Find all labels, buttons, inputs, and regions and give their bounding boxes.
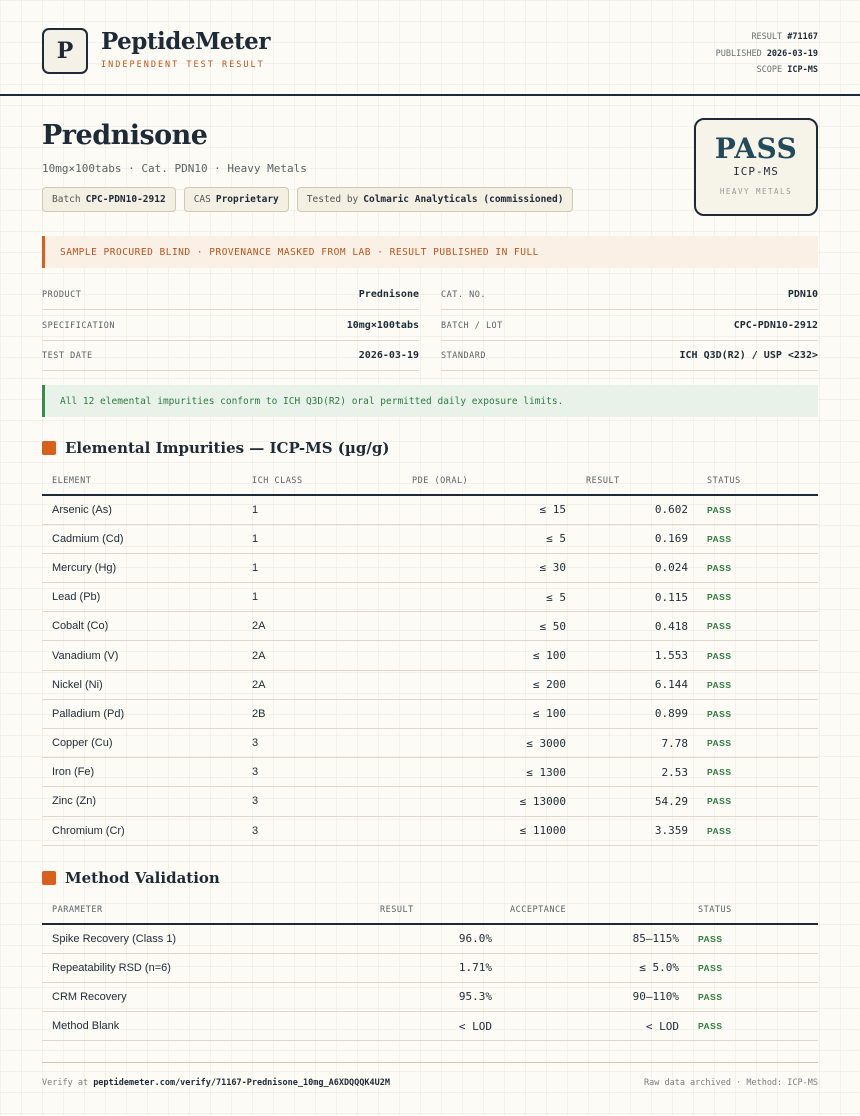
element-name: Mercury (Hg) xyxy=(42,553,252,582)
meta-result: RESULT #71167 xyxy=(751,32,818,42)
acceptance-range: < LOD xyxy=(492,1012,679,1041)
status-badge: PASS xyxy=(679,953,818,982)
ich-class: 2A xyxy=(252,612,362,641)
ich-class: 1 xyxy=(252,495,362,524)
pde-limit: ≤ 15 xyxy=(362,495,566,524)
ich-class: 2B xyxy=(252,699,362,728)
pde-limit: ≤ 1300 xyxy=(362,758,566,787)
validation-result: 96.0% xyxy=(342,924,492,953)
verify-url[interactable]: peptidemeter.com/verify/71167-Prednisone_10mg_A6XDQQQK4U2M xyxy=(93,1078,390,1088)
element-name: Cadmium (Cd) xyxy=(42,524,252,553)
parameter-name: CRM Recovery xyxy=(42,982,342,1011)
info-specification: SPECIFICATION 10mg×100tabs xyxy=(42,311,419,341)
pde-limit: ≤ 3000 xyxy=(362,729,566,758)
element-name: Lead (Pb) xyxy=(42,583,252,612)
status-badge: PASS xyxy=(688,641,818,670)
product-subtitle: 10mg×100tabs · Cat. PDN10 · Heavy Metals xyxy=(42,162,307,175)
validation-row xyxy=(42,982,818,1011)
product-chips xyxy=(42,187,573,212)
element-name: Iron (Fe) xyxy=(42,758,252,787)
ich-class: 2A xyxy=(252,641,362,670)
result-value: 0.602 xyxy=(566,495,688,524)
info-cat-no: CAT. NO. PDN10 xyxy=(441,280,818,310)
impurity-row xyxy=(42,758,818,787)
validation-table xyxy=(42,896,818,1041)
validation-section-heading: Method Validation xyxy=(42,869,220,887)
impurity-row xyxy=(42,816,818,845)
impurity-row xyxy=(42,553,818,582)
status-badge: PASS xyxy=(688,670,818,699)
result-value: 2.53 xyxy=(566,758,688,787)
pass-stamp xyxy=(694,118,818,216)
status-badge: PASS xyxy=(679,1012,818,1041)
status-badge: PASS xyxy=(688,583,818,612)
status-badge: PASS xyxy=(679,982,818,1011)
pde-limit: ≤ 13000 xyxy=(362,787,566,816)
ich-class: 3 xyxy=(252,816,362,845)
pde-limit: ≤ 30 xyxy=(362,553,566,582)
result-value: 0.418 xyxy=(566,612,688,641)
ich-class: 1 xyxy=(252,583,362,612)
parameter-name: Spike Recovery (Class 1) xyxy=(42,924,342,953)
impurities-table xyxy=(42,467,818,846)
impurities-header-row: ELEMENT ICH CLASS PDE (ORAL) RESULT STATUS xyxy=(42,467,818,495)
ich-class: 1 xyxy=(252,524,362,553)
impurity-row xyxy=(42,641,818,670)
status-badge: PASS xyxy=(679,924,818,953)
report-header xyxy=(0,0,860,96)
acceptance-range: 90–110% xyxy=(492,982,679,1011)
pde-limit: ≤ 100 xyxy=(362,641,566,670)
status-badge: PASS xyxy=(688,553,818,582)
acceptance-range: 85–115% xyxy=(492,924,679,953)
pde-limit: ≤ 200 xyxy=(362,670,566,699)
impurity-row xyxy=(42,583,818,612)
pde-limit: ≤ 5 xyxy=(362,583,566,612)
report-meta xyxy=(716,29,818,79)
pde-limit: ≤ 100 xyxy=(362,699,566,728)
validation-result: < LOD xyxy=(342,1012,492,1041)
element-name: Palladium (Pd) xyxy=(42,699,252,728)
section-marker-icon xyxy=(42,871,56,885)
validation-header-row: PARAMETER RESULT ACCEPTANCE STATUS xyxy=(42,896,818,924)
ich-class: 1 xyxy=(252,553,362,582)
impurity-row xyxy=(42,524,818,553)
blind-procurement-notice: SAMPLE PROCURED BLIND · PROVENANCE MASKED FROM LAB · RESULT PUBLISHED IN FULL xyxy=(42,236,818,268)
result-value: 0.899 xyxy=(566,699,688,728)
result-value: 54.29 xyxy=(566,787,688,816)
acceptance-range: ≤ 5.0% xyxy=(492,953,679,982)
validation-row xyxy=(42,924,818,953)
validation-row xyxy=(42,1012,818,1041)
pde-limit: ≤ 11000 xyxy=(362,816,566,845)
brand-name: PeptideMeter xyxy=(101,28,270,55)
impurity-row xyxy=(42,787,818,816)
status-badge: PASS xyxy=(688,699,818,728)
chip-cas: CAS Proprietary xyxy=(184,187,289,212)
brand-logo: P xyxy=(42,28,88,74)
result-value: 6.144 xyxy=(566,670,688,699)
status-badge: PASS xyxy=(688,787,818,816)
impurities-section-heading: Elemental Impurities — ICP-MS (µg/g) xyxy=(42,439,389,457)
meta-published: PUBLISHED 2026-03-19 xyxy=(715,48,818,59)
parameter-name: Method Blank xyxy=(42,1012,342,1041)
ich-class: 3 xyxy=(252,729,362,758)
element-name: Chromium (Cr) xyxy=(42,816,252,845)
brand-tagline: INDEPENDENT TEST RESULT xyxy=(101,60,265,70)
info-standard: STANDARD ICH Q3D(R2) / USP <232> xyxy=(441,341,818,371)
chip-batch: Batch CPC-PDN10-2912 xyxy=(42,187,176,212)
ich-class: 3 xyxy=(252,758,362,787)
validation-row xyxy=(42,953,818,982)
info-batch: BATCH / LOT CPC-PDN10-2912 xyxy=(441,311,818,341)
conformance-notice: All 12 elemental impurities conform to ICH Q3D(R2) oral permitted daily exposure limits. xyxy=(42,385,818,417)
info-test-date: TEST DATE 2026-03-19 xyxy=(42,341,419,371)
stamp-method: ICP-MS xyxy=(733,165,779,178)
ich-class: 3 xyxy=(252,787,362,816)
status-badge: PASS xyxy=(688,758,818,787)
element-name: Arsenic (As) xyxy=(42,495,252,524)
validation-result: 95.3% xyxy=(342,982,492,1011)
stamp-verdict: PASS xyxy=(714,132,798,165)
product-title: Prednisone xyxy=(42,120,208,151)
meta-scope: SCOPE ICP-MS xyxy=(756,65,818,75)
chip-tested-by: Tested by Colmaric Analyticals (commissioned) xyxy=(297,187,574,212)
element-name: Vanadium (V) xyxy=(42,641,252,670)
impurity-row xyxy=(42,729,818,758)
ich-class: 2A xyxy=(252,670,362,699)
element-name: Nickel (Ni) xyxy=(42,670,252,699)
validation-result: 1.71% xyxy=(342,953,492,982)
status-badge: PASS xyxy=(688,729,818,758)
impurity-row xyxy=(42,495,818,524)
archive-note: Raw data archived · Method: ICP-MS xyxy=(644,1078,818,1088)
result-value: 0.169 xyxy=(566,524,688,553)
impurity-row xyxy=(42,612,818,641)
result-value: 3.359 xyxy=(566,816,688,845)
element-name: Copper (Cu) xyxy=(42,729,252,758)
status-badge: PASS xyxy=(688,816,818,845)
result-value: 7.78 xyxy=(566,729,688,758)
pde-limit: ≤ 50 xyxy=(362,612,566,641)
pde-limit: ≤ 5 xyxy=(362,524,566,553)
impurity-row xyxy=(42,670,818,699)
status-badge: PASS xyxy=(688,495,818,524)
status-badge: PASS xyxy=(688,524,818,553)
status-badge: PASS xyxy=(688,612,818,641)
report-footer xyxy=(42,1062,818,1088)
result-value: 1.553 xyxy=(566,641,688,670)
result-value: 0.115 xyxy=(566,583,688,612)
section-marker-icon xyxy=(42,441,56,455)
element-name: Cobalt (Co) xyxy=(42,612,252,641)
parameter-name: Repeatability RSD (n=6) xyxy=(42,953,342,982)
verify-link-line: Verify at peptidemeter.com/verify/71167-Prednisone_10mg_A6XDQQQK4U2M xyxy=(42,1078,390,1088)
element-name: Zinc (Zn) xyxy=(42,787,252,816)
impurity-row xyxy=(42,699,818,728)
info-product: PRODUCT Prednisone xyxy=(42,280,419,310)
result-value: 0.024 xyxy=(566,553,688,582)
stamp-scope: HEAVY METALS xyxy=(719,187,793,196)
